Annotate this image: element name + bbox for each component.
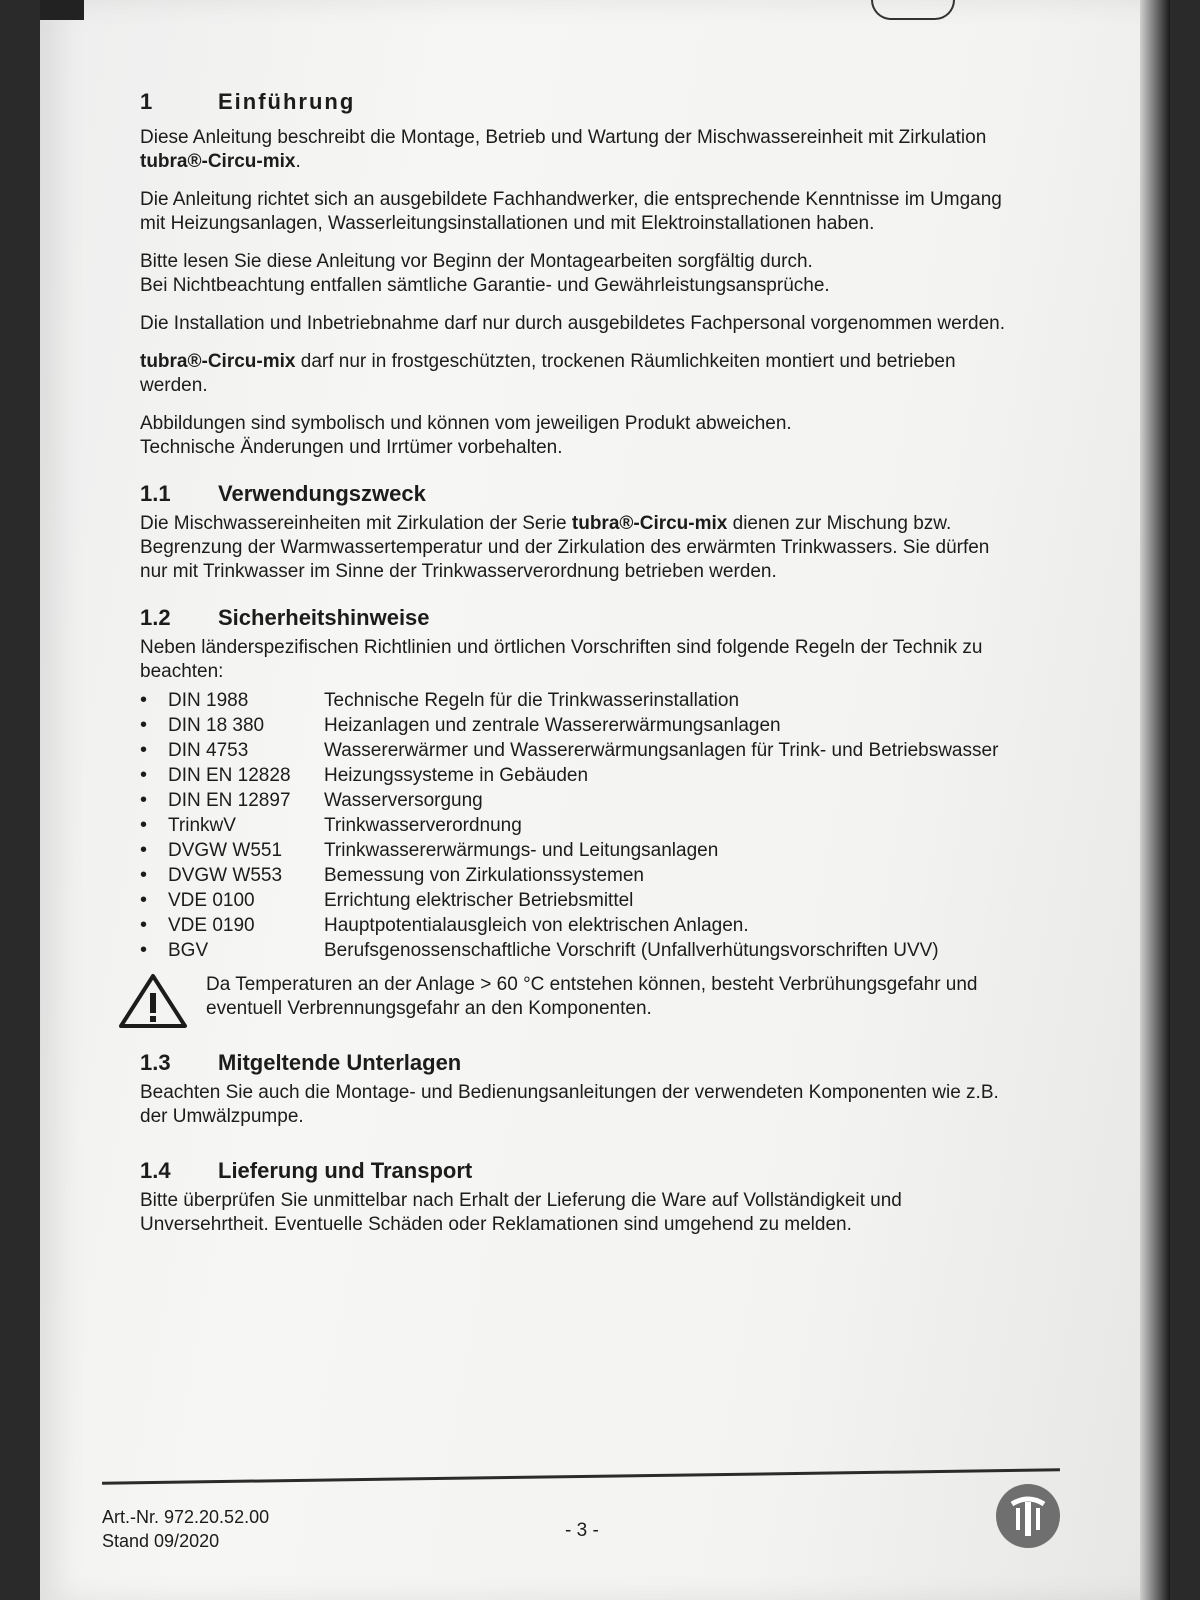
section-heading-1-2 bbox=[140, 606, 1010, 630]
bullet: • bbox=[140, 739, 148, 761]
norm-description: Technische Regeln für die Trinkwasserinstallation bbox=[324, 690, 740, 711]
norm-code: DVGW W551 bbox=[168, 840, 283, 861]
norm-item bbox=[140, 713, 1010, 738]
norm-item bbox=[140, 888, 1010, 913]
intro-text: Diese Anleitung beschreibt die Montage, Betrieb und Wartung der Mischwassereinheit mit Zirkulation bbox=[140, 127, 987, 148]
norm-code: TrinkwV bbox=[168, 815, 236, 836]
revision-date: Stand 09/2020 bbox=[102, 1531, 220, 1551]
intro-text: Bei Nichtbeachtung entfallen sämtliche Garantie- und Gewährleistungsansprüche. bbox=[140, 275, 830, 296]
background-edge-right bbox=[1140, 0, 1170, 1600]
norm-item bbox=[140, 813, 1010, 838]
section-title: Lieferung und Transport bbox=[218, 1158, 473, 1183]
section-number: 1 bbox=[140, 89, 155, 114]
norm-item bbox=[140, 738, 1010, 763]
intro-paragraph-4: Die Installation und Inbetriebnahme darf nur durch ausgebildetes Fachpersonal vorgenommen werden. bbox=[140, 313, 1006, 334]
usage-paragraph bbox=[140, 512, 1010, 584]
norms-list bbox=[140, 688, 1010, 963]
intro-text-end: . bbox=[295, 151, 301, 172]
intro-text: darf nur in frostgeschützten, trockenen Räumlichkeiten montiert und betrieben werden. bbox=[140, 351, 956, 396]
norm-item bbox=[140, 938, 1010, 963]
document-body bbox=[140, 90, 1010, 1251]
norm-code: DIN EN 12897 bbox=[168, 790, 291, 811]
page-edge-shape bbox=[871, 0, 955, 20]
norm-item bbox=[140, 838, 1010, 863]
usage-text: Die Mischwassereinheiten mit Zirkulation der Serie bbox=[140, 513, 572, 534]
norm-code: DIN 4753 bbox=[168, 740, 249, 761]
norm-code: VDE 0190 bbox=[168, 915, 255, 936]
bullet: • bbox=[140, 889, 148, 911]
norm-description: Wassererwärmer und Wassererwärmungsanlagen für Trink- und Betriebswasser bbox=[324, 740, 999, 761]
norm-description: Heizanlagen und zentrale Wassererwärmungsanlagen bbox=[324, 715, 781, 736]
norm-description: Trinkwassererwärmungs- und Leitungsanlagen bbox=[324, 840, 719, 861]
norm-item bbox=[140, 763, 1010, 788]
brand-name: tubra®-Circu-mix bbox=[140, 151, 296, 172]
intro-text: Bitte lesen Sie diese Anleitung vor Beginn der Montagearbeiten sorgfältig durch. bbox=[140, 251, 813, 272]
section-title: Sicherheitshinweise bbox=[218, 605, 430, 630]
intro-paragraph-6 bbox=[140, 412, 1010, 460]
norm-description: Trinkwasserverordnung bbox=[324, 815, 522, 836]
section-title: Mitgeltende Unterlagen bbox=[218, 1050, 462, 1075]
intro-paragraph-2: Die Anleitung richtet sich an ausgebildete Fachhandwerker, die entsprechende Kenntnisse im Umgang mit Heizungsanlagen, Wasserleitungsinstallationen und mit Elektroinstallationen haben. bbox=[140, 189, 1002, 234]
warning-triangle-icon bbox=[118, 973, 188, 1029]
norm-description: Hauptpotentialausgleich von elektrischen Anlagen. bbox=[324, 915, 749, 936]
norm-description: Heizungssysteme in Gebäuden bbox=[324, 765, 589, 786]
background-edge bbox=[40, 0, 84, 20]
bullet: • bbox=[140, 689, 148, 711]
norm-item bbox=[140, 788, 1010, 813]
norm-code: BGV bbox=[168, 940, 209, 961]
brand-name: tubra®-Circu-mix bbox=[571, 513, 728, 534]
norm-code: DIN EN 12828 bbox=[168, 765, 291, 786]
intro-paragraph-5 bbox=[140, 350, 1010, 398]
section-number: 1.1 bbox=[140, 481, 171, 506]
norm-description: Bemessung von Zirkulationssystemen bbox=[324, 865, 644, 886]
norm-item bbox=[140, 913, 1010, 938]
section-number: 1.3 bbox=[140, 1050, 171, 1075]
intro-paragraph-1 bbox=[140, 126, 1010, 174]
bullet: • bbox=[140, 864, 148, 886]
norm-item bbox=[140, 863, 1010, 888]
section-title: Verwendungszweck bbox=[218, 481, 426, 506]
bullet: • bbox=[140, 839, 148, 861]
company-logo bbox=[996, 1484, 1060, 1548]
delivery-paragraph: Bitte überprüfen Sie unmittelbar nach Erhalt der Lieferung die Ware auf Vollständigkeit und Unversehrtheit. Eventuelle Schäden oder Reklamationen sind umgehend zu melden. bbox=[140, 1190, 902, 1235]
section-title: Einführung bbox=[218, 89, 356, 114]
warning-text: Da Temperaturen an der Anlage > 60 °C entstehen können, besteht Verbrühungsgefahr und eventuell Verbrennungsgefahr an den Komponenten. bbox=[206, 974, 978, 1019]
section-heading-1-1 bbox=[140, 482, 1010, 506]
norm-code: DIN 1988 bbox=[168, 690, 249, 711]
bullet: • bbox=[140, 714, 148, 736]
article-number: Art.-Nr. 972.20.52.00 bbox=[102, 1507, 270, 1527]
safety-intro: Neben länderspezifischen Richtlinien und örtlichen Vorschriften sind folgende Regeln der Technik zu beachten: bbox=[140, 637, 983, 682]
intro-paragraph-3 bbox=[140, 250, 1010, 298]
usage-text: dienen zur Mischung bzw. Begrenzung der Warmwassertemperatur und der Zirkulation des erwärmten Trinkwassers. Sie dürfen nur mit Trinkwasser im Sinne der Trinkwasserverordnung betrieben werden. bbox=[140, 513, 990, 582]
section-heading-1-4 bbox=[140, 1159, 1010, 1183]
bullet: • bbox=[140, 939, 148, 961]
brand-name: tubra®-Circu-mix bbox=[140, 351, 296, 372]
norm-code: DIN 18 380 bbox=[168, 715, 265, 736]
bullet: • bbox=[140, 764, 148, 786]
bullet: • bbox=[140, 789, 148, 811]
intro-text: Technische Änderungen und Irrtümer vorbehalten. bbox=[140, 437, 563, 458]
norm-code: DVGW W553 bbox=[168, 865, 283, 886]
norm-description: Errichtung elektrischer Betriebsmittel bbox=[324, 890, 634, 911]
page-number: - 3 - bbox=[565, 1520, 599, 1541]
footer-info bbox=[102, 1505, 269, 1553]
docs-paragraph: Beachten Sie auch die Montage- und Bedienungsanleitungen der verwendeten Komponenten wie z.B. der Umwälzpumpe. bbox=[140, 1082, 999, 1127]
section-heading-1 bbox=[140, 90, 1010, 114]
norm-item bbox=[140, 688, 1010, 713]
norm-code: VDE 0100 bbox=[168, 890, 255, 911]
section-number: 1.4 bbox=[140, 1158, 171, 1183]
bullet: • bbox=[140, 814, 148, 836]
intro-text: Abbildungen sind symbolisch und können vom jeweiligen Produkt abweichen. bbox=[140, 413, 792, 434]
warning-box bbox=[118, 973, 1010, 1029]
norm-description: Wasserversorgung bbox=[324, 790, 483, 811]
bullet: • bbox=[140, 914, 148, 936]
section-heading-1-3 bbox=[140, 1051, 1010, 1075]
norm-description: Berufsgenossenschaftliche Vorschrift (Unfallverhütungsvorschriften UVV) bbox=[324, 940, 939, 961]
logo-icon bbox=[1008, 1494, 1048, 1538]
section-number: 1.2 bbox=[140, 605, 171, 630]
